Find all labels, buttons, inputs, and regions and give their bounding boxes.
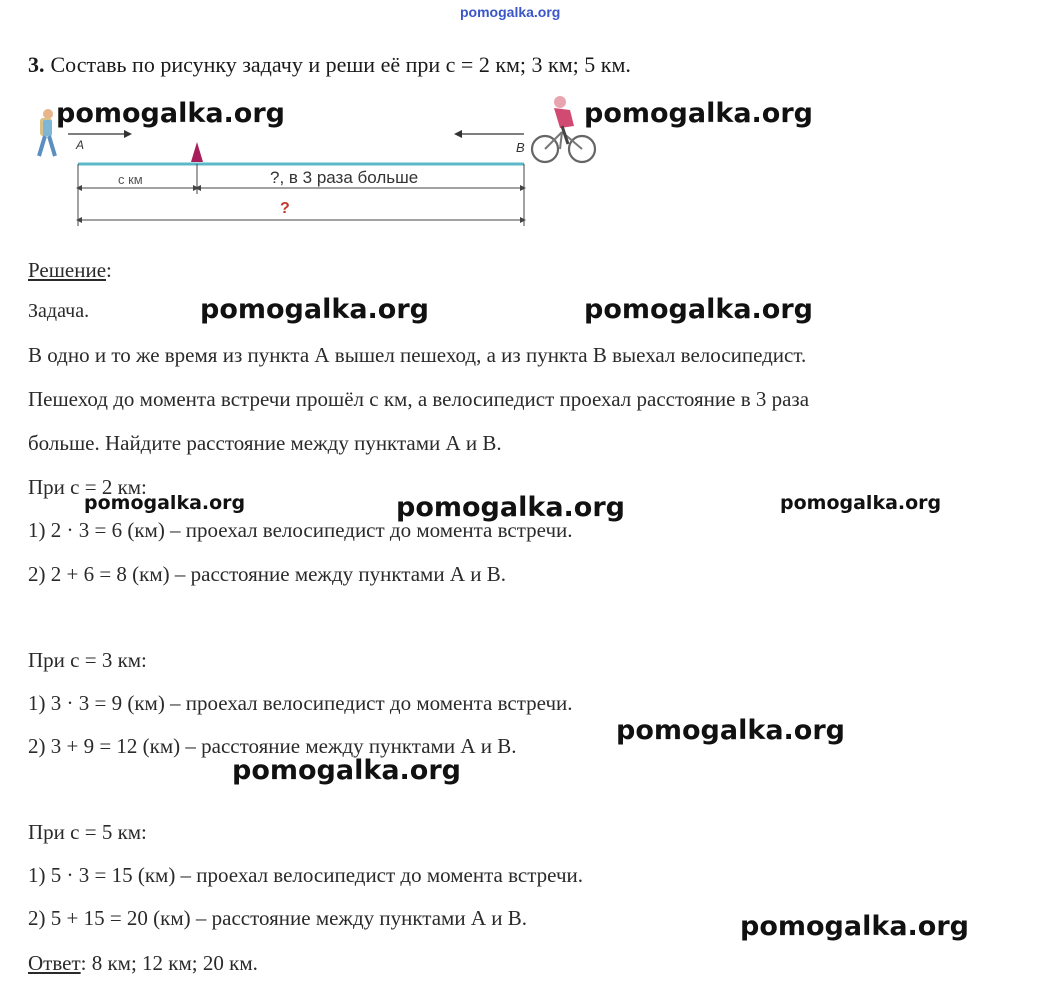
answer-text: : 8 км; 12 км; 20 км.	[80, 951, 258, 975]
problem-line-1: В одно и то же время из пункта А вышел пешеход, а из пункта В выехал велосипедист.	[28, 343, 807, 367]
watermark: pomogalka.org	[200, 294, 429, 325]
case-2-header: При с = 3 км:	[28, 648, 147, 672]
case-1-step-1: 1) 2 · 3 = 6 (км) – проехал велосипедист до момента встречи.	[28, 518, 573, 542]
answer-label: Ответ	[28, 951, 81, 975]
task-label: Задача.	[28, 300, 90, 322]
problem-line-2: Пешеход до момента встречи прошёл с км, а велосипедист проехал расстояние в 3 раза	[28, 387, 810, 411]
total-question-label: ?	[280, 200, 290, 217]
watermark: pomogalka.org	[740, 911, 969, 942]
problem-line-3: больше. Найдите расстояние между пунктами А и В.	[28, 431, 502, 455]
case-1-header: При с = 2 км:	[28, 475, 147, 499]
watermark: pomogalka.org	[232, 755, 461, 786]
watermark: pomogalka.org	[584, 294, 813, 325]
direction-arrows	[68, 130, 524, 138]
task-number: 3.	[28, 52, 45, 77]
segment-c-label: с км	[118, 172, 143, 187]
case-2-step-2: 2) 3 + 9 = 12 (км) – расстояние между пунктами А и В.	[28, 734, 517, 758]
meeting-marker	[191, 142, 203, 162]
case-3-step-1: 1) 5 · 3 = 15 (км) – проехал велосипедист до момента встречи.	[28, 863, 584, 887]
pedestrian-icon	[39, 109, 55, 156]
answer-line	[28, 951, 258, 976]
case-3-step-2: 2) 5 + 15 = 20 (км) – расстояние между пунктами А и В.	[28, 906, 527, 930]
watermark: pomogalka.org	[396, 492, 625, 523]
solution-heading: Решение:	[28, 258, 112, 282]
task-text: Составь по рисунку задачу и реши её при с = 2 км; 3 км; 5 км.	[50, 52, 631, 77]
case-1-step-2: 2) 2 + 6 = 8 (км) – расстояние между пунктами А и В.	[28, 562, 506, 586]
watermark: pomogalka.org	[584, 98, 813, 129]
watermark: pomogalka.org	[616, 715, 845, 746]
task-statement	[28, 52, 631, 78]
watermark: pomogalka.org	[56, 98, 285, 129]
case-2-step-1: 1) 3 · 3 = 9 (км) – проехал велосипедист до момента встречи.	[28, 691, 573, 715]
watermark: pomogalka.org	[84, 492, 246, 514]
watermark: pomogalka.org	[780, 492, 942, 514]
point-a-label: A	[76, 138, 85, 152]
point-b-label: B	[516, 140, 525, 155]
segment-rest-label: ?, в 3 раза больше	[270, 168, 419, 187]
case-3-header: При с = 5 км:	[28, 820, 147, 844]
top-watermark: pomogalka.org	[460, 4, 561, 20]
